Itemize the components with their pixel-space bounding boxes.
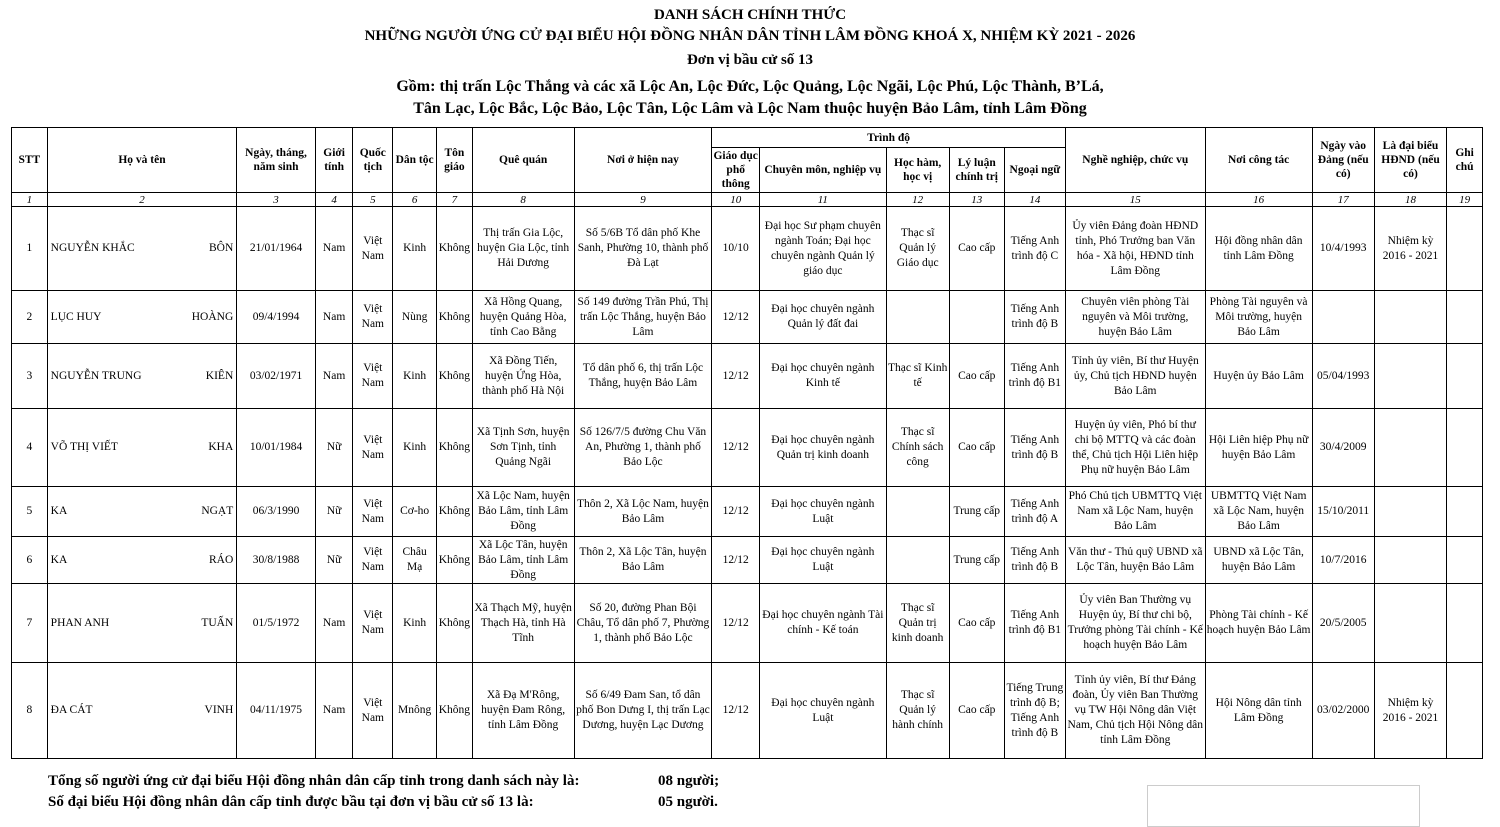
cell-dob: 06/3/1990	[237, 487, 315, 537]
cell-residence: Thôn 2, Xã Lộc Tân, huyện Bảo Lâm	[574, 537, 712, 584]
cell-ethnicity: Kinh	[393, 344, 437, 409]
cell-general-edu: 12/12	[712, 344, 760, 409]
cell-party-date: 10/7/2016	[1312, 537, 1374, 584]
cell-general-edu: 12/12	[712, 663, 760, 759]
cell-degree: Thạc sĩ Quản lý Giáo dục	[886, 207, 949, 291]
col-ethnicity: Dân tộc	[393, 128, 437, 193]
cell-workplace: Phòng Tài chính - Kế hoạch huyện Bảo Lâm	[1205, 584, 1312, 663]
cell-specialty: Đại học chuyên ngành Quản lý đất đai	[760, 291, 886, 344]
cell-general-edu: 12/12	[712, 291, 760, 344]
col-number: 2	[47, 193, 237, 207]
col-number: 15	[1065, 193, 1205, 207]
cell-note	[1447, 663, 1483, 759]
cell-ethnicity: Kinh	[393, 409, 437, 487]
cell-residence: Số 20, đường Phan Bội Châu, Tổ dân phố 7, Phường 1, thành phố Bảo Lộc	[574, 584, 712, 663]
candidate-rows	[12, 207, 1483, 759]
col-number: 8	[472, 193, 574, 207]
col-number: 10	[712, 193, 760, 207]
cell-religion: Không	[437, 291, 473, 344]
cell-name	[47, 207, 237, 291]
cell-dob: 01/5/1972	[237, 584, 315, 663]
cell-nationality: Việt Nam	[353, 409, 393, 487]
cell-delegate	[1374, 344, 1446, 409]
cell-workplace: Huyện ủy Bảo Lâm	[1205, 344, 1312, 409]
col-workplace: Nơi công tác	[1205, 128, 1312, 193]
col-number: 4	[315, 193, 353, 207]
cell-dob: 10/01/1984	[237, 409, 315, 487]
cell-hometown: Xã Tịnh Sơn, huyện Sơn Tịnh, tỉnh Quảng Ngãi	[472, 409, 574, 487]
cell-language: Tiếng Anh trình độ A	[1004, 487, 1065, 537]
table-row	[12, 487, 1483, 537]
col-occupation: Nghề nghiệp, chức vụ	[1065, 128, 1205, 193]
col-specialty: Chuyên môn, nghiệp vụ	[760, 148, 886, 193]
cell-specialty: Đại học chuyên ngành Kinh tế	[760, 344, 886, 409]
cell-religion: Không	[437, 663, 473, 759]
electoral-unit: Đơn vị bầu cử số 13	[686, 52, 814, 68]
given-name: TUẤN	[201, 616, 234, 629]
cell-general-edu: 12/12	[712, 584, 760, 663]
col-number: 11	[760, 193, 886, 207]
cell-ethnicity: Châu Mạ	[393, 537, 437, 584]
col-number: 17	[1312, 193, 1374, 207]
cell-gender: Nam	[315, 207, 353, 291]
cell-specialty: Đại học chuyên ngành Tài chính - Kế toán	[760, 584, 886, 663]
cell-workplace: Hội đồng nhân dân tỉnh Lâm Đồng	[1205, 207, 1312, 291]
cell-delegate: Nhiệm kỳ 2016 - 2021	[1374, 207, 1446, 291]
cell-gender: Nữ	[315, 537, 353, 584]
cell-nationality: Việt Nam	[353, 487, 393, 537]
unit-scope-line-1: Gồm: thị trấn Lộc Thắng và các xã Lộc An, Lộc Đức, Lộc Quảng, Lộc Ngãi, Lộc Phú, Lộc Thành, B’Lá,	[396, 78, 1104, 95]
cell-ethnicity: Kinh	[393, 207, 437, 291]
cell-delegate	[1374, 537, 1446, 584]
table-row	[12, 584, 1483, 663]
elected-label: Số đại biểu Hội đồng nhân dân cấp tỉnh được bầu tại đơn vị bầu cử số 13 là:	[48, 794, 534, 810]
cell-stt: 2	[12, 291, 48, 344]
table-row	[12, 663, 1483, 759]
cell-political: Cao cấp	[949, 663, 1004, 759]
cell-religion: Không	[437, 207, 473, 291]
cell-religion: Không	[437, 584, 473, 663]
signature-box	[1147, 785, 1420, 827]
surname: ĐA CÁT	[50, 704, 93, 716]
col-nationality: Quốc tịch	[353, 128, 393, 193]
given-name: VINH	[204, 704, 234, 716]
cell-political	[949, 291, 1004, 344]
cell-specialty: Đại học chuyên ngành Quản trị kinh doanh	[760, 409, 886, 487]
cell-gender: Nam	[315, 584, 353, 663]
cell-name	[47, 584, 237, 663]
surname: KA	[50, 505, 68, 517]
cell-workplace: UBMTTQ Việt Nam xã Lộc Nam, huyện Bảo Lâm	[1205, 487, 1312, 537]
cell-political: Cao cấp	[949, 409, 1004, 487]
cell-language: Tiếng Trung trình độ B; Tiếng Anh trình độ B	[1004, 663, 1065, 759]
cell-general-edu: 10/10	[712, 207, 760, 291]
col-gender: Giới tính	[315, 128, 353, 193]
col-number: 3	[237, 193, 315, 207]
cell-stt: 7	[12, 584, 48, 663]
cell-delegate	[1374, 487, 1446, 537]
given-name: HOÀNG	[191, 310, 234, 323]
col-group-trinhdo: Trình độ	[712, 128, 1066, 148]
col-number: 16	[1205, 193, 1312, 207]
cell-specialty: Đại học chuyên ngành Luật	[760, 487, 886, 537]
cell-specialty: Đại học chuyên ngành Luật	[760, 537, 886, 584]
cell-residence: Số 6/49 Đam San, tổ dân phố Bon Dưng I, thị trấn Lạc Dương, huyện Lạc Dương	[574, 663, 712, 759]
total-label: Tổng số người ứng cử đại biểu Hội đồng nhân dân cấp tỉnh trong danh sách này là:	[48, 773, 580, 789]
surname: PHAN ANH	[50, 616, 110, 629]
col-dob: Ngày, tháng, năm sinh	[237, 128, 315, 193]
cell-specialty: Đại học chuyên ngành Luật	[760, 663, 886, 759]
surname: KA	[50, 553, 68, 566]
cell-degree: Thạc sĩ Quản trị kinh doanh	[886, 584, 949, 663]
cell-religion: Không	[437, 537, 473, 584]
cell-general-edu: 12/12	[712, 537, 760, 584]
surname: LỤC HUY	[50, 310, 102, 323]
cell-ethnicity: Kinh	[393, 584, 437, 663]
cell-stt: 1	[12, 207, 48, 291]
given-name: RÁO	[208, 553, 234, 566]
cell-occupation: Ủy viên Ban Thường vụ Huyện ủy, Bí thư chi bộ, Trưởng phòng Tài chính - Kế hoạch huyện Bảo Lâm	[1065, 584, 1205, 663]
cell-residence: Số 126/7/5 đường Chu Văn An, Phường 1, thành phố Bảo Lộc	[574, 409, 712, 487]
col-number: 18	[1374, 193, 1446, 207]
cell-nationality: Việt Nam	[353, 537, 393, 584]
cell-party-date: 20/5/2005	[1312, 584, 1374, 663]
cell-ethnicity: Nùng	[393, 291, 437, 344]
col-religion: Tôn giáo	[437, 128, 473, 193]
col-name: Họ và tên	[47, 128, 237, 193]
col-number: 9	[574, 193, 712, 207]
cell-hometown: Xã Hồng Quang, huyện Quảng Hòa, tỉnh Cao Bằng	[472, 291, 574, 344]
cell-political: Cao cấp	[949, 584, 1004, 663]
cell-note	[1447, 537, 1483, 584]
cell-stt: 8	[12, 663, 48, 759]
candidate-table	[11, 127, 1483, 759]
col-delegate: Là đại biểu HĐND (nếu có)	[1374, 128, 1446, 193]
cell-name	[47, 663, 237, 759]
cell-degree: Thạc sĩ Chính sách công	[886, 409, 949, 487]
column-number-row	[12, 193, 1483, 207]
col-degree: Học hàm, học vị	[886, 148, 949, 193]
cell-political: Trung cấp	[949, 537, 1004, 584]
cell-religion: Không	[437, 487, 473, 537]
cell-language: Tiếng Anh trình độ B1	[1004, 584, 1065, 663]
col-hometown: Quê quán	[472, 128, 574, 193]
cell-dob: 21/01/1964	[237, 207, 315, 291]
cell-dob: 30/8/1988	[237, 537, 315, 584]
surname: NGUYỄN TRUNG	[50, 369, 142, 382]
cell-name	[47, 487, 237, 537]
cell-degree: Thạc sĩ Kinh tế	[886, 344, 949, 409]
cell-party-date	[1312, 291, 1374, 344]
table-row	[12, 207, 1483, 291]
col-political: Lý luận chính trị	[949, 148, 1004, 193]
cell-religion: Không	[437, 409, 473, 487]
cell-nationality: Việt Nam	[353, 663, 393, 759]
cell-residence: Số 5/6B Tổ dân phố Khe Sanh, Phường 10, thành phố Đà Lạt	[574, 207, 712, 291]
cell-general-edu: 12/12	[712, 487, 760, 537]
surname: NGUYỄN KHẮC	[50, 242, 135, 254]
cell-dob: 04/11/1975	[237, 663, 315, 759]
cell-hometown: Xã Lộc Nam, huyện Bảo Lâm, tỉnh Lâm Đồng	[472, 487, 574, 537]
cell-hometown: Xã Lộc Tân, huyện Bảo Lâm, tỉnh Lâm Đồng	[472, 537, 574, 584]
cell-occupation: Văn thư - Thủ quỹ UBND xã Lộc Tân, huyện Bảo Lâm	[1065, 537, 1205, 584]
cell-specialty: Đại học Sư phạm chuyên ngành Toán; Đại học chuyên ngành Quản lý giáo dục	[760, 207, 886, 291]
cell-name	[47, 291, 237, 344]
cell-party-date: 30/4/2009	[1312, 409, 1374, 487]
col-general-edu: Giáo dục phổ thông	[712, 148, 760, 193]
table-row	[12, 409, 1483, 487]
cell-occupation: Phó Chủ tịch UBMTTQ Việt Nam xã Lộc Nam, huyện Bảo Lâm	[1065, 487, 1205, 537]
col-residence: Nơi ở hiện nay	[574, 128, 712, 193]
cell-ethnicity: Mnông	[393, 663, 437, 759]
cell-note	[1447, 409, 1483, 487]
cell-stt: 6	[12, 537, 48, 584]
document-title: DANH SÁCH CHÍNH THỨC	[653, 7, 847, 23]
elected-value: 05 người.	[658, 794, 718, 810]
unit-scope-line-2: Tân Lạc, Lộc Bắc, Lộc Bảo, Lộc Tân, Lộc Lâm và Lộc Nam thuộc huyện Bảo Lâm, tỉnh Lâm Đồng	[413, 100, 1087, 117]
cell-general-edu: 12/12	[712, 409, 760, 487]
given-name: NGẠT	[201, 505, 234, 517]
col-number: 1	[12, 193, 48, 207]
cell-occupation: Ủy viên Đảng đoàn HĐND tỉnh, Phó Trưởng ban Văn hóa - Xã hội, HĐND tỉnh Lâm Đồng	[1065, 207, 1205, 291]
cell-gender: Nữ	[315, 487, 353, 537]
cell-residence: Thôn 2, Xã Lộc Nam, huyện Bảo Lâm	[574, 487, 712, 537]
given-name: BÔN	[208, 242, 234, 254]
cell-degree: Thạc sĩ Quản lý hành chính	[886, 663, 949, 759]
col-number: 7	[437, 193, 473, 207]
cell-degree	[886, 291, 949, 344]
cell-party-date: 10/4/1993	[1312, 207, 1374, 291]
elected-count	[48, 794, 718, 811]
cell-name	[47, 344, 237, 409]
cell-political: Cao cấp	[949, 207, 1004, 291]
total-candidates	[48, 773, 720, 790]
cell-name	[47, 537, 237, 584]
cell-hometown: Xã Đạ M'Rông, huyện Đam Rông, tỉnh Lâm Đồng	[472, 663, 574, 759]
cell-workplace: Phòng Tài nguyên và Môi trường, huyện Bảo Lâm	[1205, 291, 1312, 344]
cell-residence: Tổ dân phố 6, thị trấn Lộc Thắng, huyện Bảo Lâm	[574, 344, 712, 409]
cell-nationality: Việt Nam	[353, 344, 393, 409]
table-row	[12, 291, 1483, 344]
col-number: 6	[393, 193, 437, 207]
cell-occupation: Tỉnh ủy viên, Bí thư Huyện ủy, Chủ tịch HĐND huyện Bảo Lâm	[1065, 344, 1205, 409]
cell-nationality: Việt Nam	[353, 584, 393, 663]
cell-delegate: Nhiệm kỳ 2016 - 2021	[1374, 663, 1446, 759]
cell-gender: Nam	[315, 344, 353, 409]
cell-religion: Không	[437, 344, 473, 409]
cell-stt: 4	[12, 409, 48, 487]
cell-note	[1447, 584, 1483, 663]
given-name: KIÊN	[205, 369, 234, 382]
cell-language: Tiếng Anh trình độ B	[1004, 537, 1065, 584]
cell-hometown: Xã Đồng Tiến, huyện Ứng Hòa, thành phố Hà Nội	[472, 344, 574, 409]
col-number: 12	[886, 193, 949, 207]
cell-degree	[886, 487, 949, 537]
given-name: KHA	[208, 441, 234, 453]
cell-delegate	[1374, 291, 1446, 344]
total-value: 08 người;	[658, 773, 720, 789]
cell-gender: Nam	[315, 291, 353, 344]
col-party-date: Ngày vào Đảng (nếu có)	[1312, 128, 1374, 193]
cell-language: Tiếng Anh trình độ B	[1004, 291, 1065, 344]
cell-note	[1447, 487, 1483, 537]
cell-gender: Nữ	[315, 409, 353, 487]
cell-degree	[886, 537, 949, 584]
cell-nationality: Việt Nam	[353, 291, 393, 344]
cell-occupation: Huyện ủy viên, Phó bí thư chi bộ MTTQ và các đoàn thể, Chủ tịch Hội Liên hiệp Phụ nữ huyện Bảo Lâm	[1065, 409, 1205, 487]
cell-occupation: Tỉnh ủy viên, Bí thư Đảng đoàn, Ủy viên Ban Thường vụ TW Hội Nông dân Việt Nam, Chủ tịch Hội Nông dân tỉnh Lâm Đồng	[1065, 663, 1205, 759]
cell-party-date: 05/04/1993	[1312, 344, 1374, 409]
cell-name	[47, 409, 237, 487]
cell-note	[1447, 344, 1483, 409]
cell-ethnicity: Cơ-ho	[393, 487, 437, 537]
cell-language: Tiếng Anh trình độ B	[1004, 409, 1065, 487]
col-number: 5	[353, 193, 393, 207]
col-language: Ngoại ngữ	[1004, 148, 1065, 193]
table-row	[12, 344, 1483, 409]
col-note: Ghi chú	[1447, 128, 1483, 193]
cell-hometown: Thị trấn Gia Lộc, huyện Gia Lộc, tỉnh Hải Dương	[472, 207, 574, 291]
col-number: 19	[1447, 193, 1483, 207]
cell-party-date: 03/02/2000	[1312, 663, 1374, 759]
cell-dob: 09/4/1994	[237, 291, 315, 344]
cell-dob: 03/02/1971	[237, 344, 315, 409]
cell-workplace: UBND xã Lộc Tân, huyện Bảo Lâm	[1205, 537, 1312, 584]
cell-party-date: 15/10/2011	[1312, 487, 1374, 537]
col-number: 13	[949, 193, 1004, 207]
cell-note	[1447, 291, 1483, 344]
col-number: 14	[1004, 193, 1065, 207]
cell-hometown: Xã Thạch Mỹ, huyện Thạch Hà, tỉnh Hà Tĩnh	[472, 584, 574, 663]
cell-political: Cao cấp	[949, 344, 1004, 409]
cell-workplace: Hội Nông dân tỉnh Lâm Đồng	[1205, 663, 1312, 759]
cell-gender: Nam	[315, 663, 353, 759]
col-stt: STT	[12, 128, 48, 193]
cell-stt: 5	[12, 487, 48, 537]
cell-nationality: Việt Nam	[353, 207, 393, 291]
cell-note	[1447, 207, 1483, 291]
table-row	[12, 537, 1483, 584]
cell-language: Tiếng Anh trình độ C	[1004, 207, 1065, 291]
cell-language: Tiếng Anh trình độ B1	[1004, 344, 1065, 409]
cell-occupation: Chuyên viên phòng Tài nguyên và Môi trường, huyện Bảo Lâm	[1065, 291, 1205, 344]
cell-delegate	[1374, 584, 1446, 663]
cell-workplace: Hội Liên hiệp Phụ nữ huyện Bảo Lâm	[1205, 409, 1312, 487]
cell-political: Trung cấp	[949, 487, 1004, 537]
document-subtitle: NHỮNG NGƯỜI ỨNG CỬ ĐẠI BIỂU HỘI ĐỒNG NHÂN DÂN TỈNH LÂM ĐỒNG KHOÁ X, NHIỆM KỲ 2021 - 2026	[364, 28, 1136, 44]
surname: VÕ THỊ VIẾT	[50, 441, 118, 453]
cell-stt: 3	[12, 344, 48, 409]
cell-residence: Số 149 đường Trần Phú, Thị trấn Lộc Thắng, huyện Bảo Lâm	[574, 291, 712, 344]
cell-delegate	[1374, 409, 1446, 487]
